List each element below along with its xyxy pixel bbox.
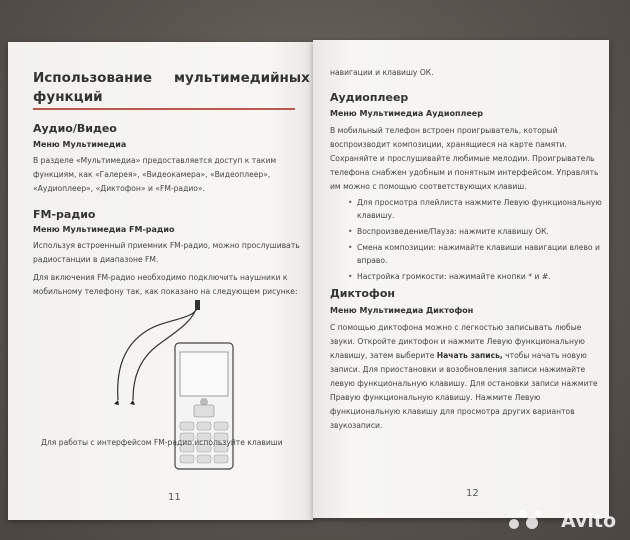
audioplayer-bullet-1-line-1: • Для просмотра плейлиста нажмите Левую функциональную — [357, 198, 602, 207]
page-number-right: 12 — [466, 488, 479, 499]
section-heading-fm: FM-радио — [33, 208, 96, 221]
recorder-line-3 — [330, 351, 587, 360]
audioplayer-line-2: воспроизводит композиции, хранящиеся на карте памяти. — [330, 140, 567, 149]
menu-path-audio-video: Меню Мультимедиа — [33, 140, 127, 149]
section-heading-audio-video: Аудио/Видео — [33, 122, 117, 135]
audio-video-line-3: «Аудиоплеер», «Диктофон» и «FM-радио». — [33, 184, 205, 193]
recorder-line-7: функциональную клавишу для просмотра других вариантов — [330, 407, 575, 416]
fm-bottom-line: Для работы с интерфейсом FM-радио используйте клавиши — [41, 438, 283, 447]
right-top-line: навигации и клавишу ОК. — [330, 68, 434, 77]
left-page — [8, 42, 313, 520]
audioplayer-bullet-3-line-2: вправо. — [357, 256, 388, 265]
fm-line-4: мобильному телефону так, как показано на следующем рисунке: — [33, 287, 298, 296]
section-heading-audioplayer: Аудиоплеер — [330, 91, 409, 104]
title-rule — [33, 108, 295, 110]
audio-video-line-1: В разделе «Мультимедиа» предоставляется доступ к таким — [33, 156, 277, 165]
recorder-line-6: Правую функциональную клавишу. Нажмите Левую — [330, 393, 541, 402]
avito-logo-icon — [508, 508, 542, 530]
recorder-line-5: левую функциональную клавишу. Для остановки записи нажмите — [330, 379, 598, 388]
recorder-line-4: записи. Для приостановки и возобновления записи нажимайте — [330, 365, 586, 374]
audioplayer-bullet-1-line-2: клавишу. — [357, 211, 395, 220]
page-title-part2: мультимедийных — [174, 70, 310, 86]
audioplayer-bullet-2: • Воспроизведение/Пауза: нажмите клавишу ОК. — [357, 227, 549, 236]
fm-line-1: Используя встроенный приемник FM-радио, можно прослушивать — [33, 241, 300, 250]
phone-icon — [174, 342, 234, 470]
audioplayer-line-1: В мобильный телефон встроен проигрыватель, который — [330, 126, 558, 135]
menu-path-fm: Меню Мультимедиа FM-радио — [33, 225, 175, 234]
right-page — [313, 40, 609, 518]
page-title-part3: функций — [33, 89, 103, 105]
audioplayer-bullet-4: • Настройка громкости: нажимайте кнопки * и #. — [357, 272, 551, 281]
recorder-line-8: звукозаписи. — [330, 421, 383, 430]
audio-video-line-2: функциям, как «Галерея», «Видеокамера», «Видеоплеер», — [33, 170, 271, 179]
page-title-part1: Использование — [33, 70, 153, 86]
recorder-start-recording-phrase: Начать запись, — [436, 351, 503, 360]
page-number-left: 11 — [168, 492, 181, 503]
audioplayer-line-4: телефона снабжен удобным и понятным интерфейсом. Управлять — [330, 168, 599, 177]
menu-path-recorder: Меню Мультимедиа Диктофон — [330, 306, 474, 315]
section-heading-recorder: Диктофон — [330, 287, 395, 300]
fm-line-2: радиостанции в диапазоне FM. — [33, 255, 159, 264]
audioplayer-bullet-3-line-1: • Смена композиции: нажимайте клавиши навигации влево и — [357, 243, 600, 252]
recorder-line-3-start: клавишу, затем выберите — [330, 351, 437, 360]
avito-watermark: Avito — [560, 510, 616, 532]
menu-path-audioplayer: Меню Мультимедиа Аудиоплеер — [330, 109, 483, 118]
fm-line-3: Для включения FM-радио необходимо подключить наушники к — [33, 273, 288, 282]
recorder-line-1: С помощью диктофона можно с легкостью записывать любые — [330, 323, 582, 332]
audioplayer-line-3: Сохраняйте и прослушивайте любимые мелодии. Проигрыватель — [330, 154, 595, 163]
audioplayer-line-5: им можно с помощью соответствующих клавиш. — [330, 182, 527, 191]
recorder-line-2: звуки. Откройте диктофон и нажмите Левую функциональную — [330, 337, 585, 346]
recorder-line-3-end: чтобы начать новую — [502, 351, 587, 360]
